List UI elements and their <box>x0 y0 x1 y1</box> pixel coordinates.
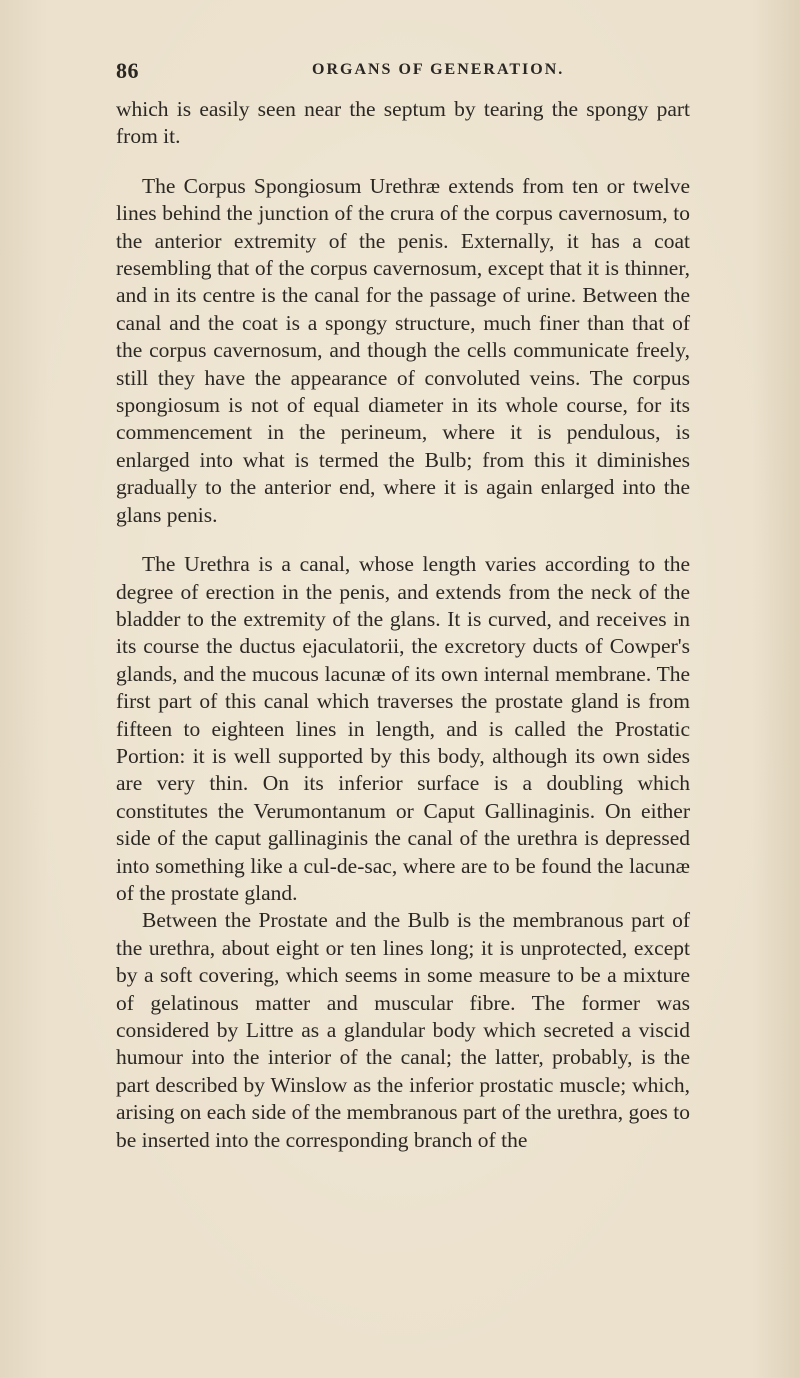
running-head: ORGANS OF GENERATION. <box>312 61 565 78</box>
page-number: 86 <box>116 58 139 83</box>
paragraph-urethra: The Urethra is a canal, whose length varies according to the degree of erection in the penis, and extends from the neck of the bladder to the extremity of the glans. It is curved, and receives in its course the ductus ejaculatorii, the excretory ducts of Cowper's glands, and the mucous lacunæ of its own internal membrane. The first part of this canal which traverses the prostate gland is from fifteen to eighteen lines in length, and is called the Prostatic Portion: it is well supported by this body, although its own sides are very thin. On its inferior surface is a doubling which constitutes the Verumontanum or Caput Gallinaginis. On either side of the caput gallinaginis the canal of the urethra is depressed into something like a cul-de-sac, where are to be found the lacunæ of the prostate gland. <box>116 552 690 905</box>
paragraph-corpus-spongiosum: The Corpus Spongiosum Urethræ extends from ten or twelve lines behind the junction of the crura of the corpus cavernosum, to the anterior extremity of the penis. Externally, it has a coat resembling that of the corpus cavernosum, except that it is thinner, and in its centre is the canal for the passage of urine. Between the canal and the coat is a spongy structure, much finer than that of the corpus cavernosum, and though the cells communicate freely, still they have the appearance of convoluted veins. The corpus spongiosum is not of equal diameter in its whole course, for its commencement in the perineum, where it is pendulous, is enlarged into what is termed the Bulb; from this it diminishes gradually to the anterior end, where it is again enlarged into the glans penis. <box>116 173 690 527</box>
paragraph-continuation: which is easily seen near the septum by tearing the spongy part from it. <box>116 97 690 149</box>
body-text <box>116 96 690 1154</box>
paragraph-membranous-part: Between the Prostate and the Bulb is the membranous part of the urethra, about eight or ten lines long; it is unprotected, except by a soft covering, which seems in some measure to be a mixture of gelatinous matter and muscular fibre. The former was considered by Littre as a glandular body which secreted a viscid humour into the interior of the canal; the latter, probably, is the part described by Winslow as the inferior prostatic muscle; which, arising on each side of the membranous part of the urethra, goes to be inserted into the corresponding branch of the <box>116 908 690 1152</box>
page-header <box>0 58 800 88</box>
